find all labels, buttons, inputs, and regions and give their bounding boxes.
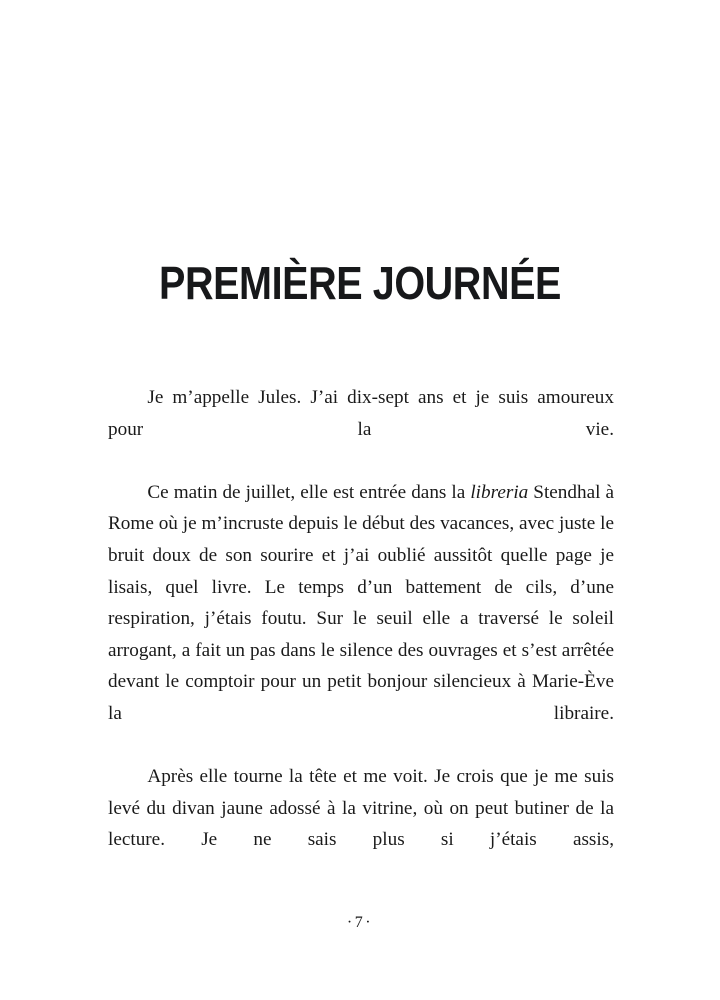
chapter-title: PREMIÈRE JOURNÉE: [159, 256, 561, 309]
paragraph-2-tail: Stendhal à Rome où je m’incruste depuis le début des vacances, avec juste le bruit doux de son sourire et j’ai oublié aussitôt quelle page je lisais, quel livre. Le temps d’un battement de cils, d’une respiration, j’étais foutu. Sur le seuil elle a traversé le soleil arrogant, a fait un pas dans le silence des ouvrages et s’est arrêtée devant le comptoir pour un petit bonjour silencieux à Marie-Ève la libraire.: [108, 481, 614, 724]
body-paragraph-2: [108, 477, 614, 761]
paragraph-2-lead: Ce matin de juillet, elle est entrée dans la: [147, 481, 471, 503]
body-paragraph-1: Je m’appelle Jules. J’ai dix-sept ans et je suis amoureux pour la vie.: [108, 387, 614, 440]
paragraph-2-italic-term: libreria: [470, 481, 529, 503]
body-text-block: [108, 382, 614, 888]
body-paragraph-3: Après elle tourne la tête et me voit. Je crois que je me suis levé du divan jaune adossé à la vitrine, où on peut butiner de la lecture. Je ne sais plus si j’étais assis,: [108, 766, 614, 851]
page-number-folio: ·7·: [346, 914, 374, 931]
